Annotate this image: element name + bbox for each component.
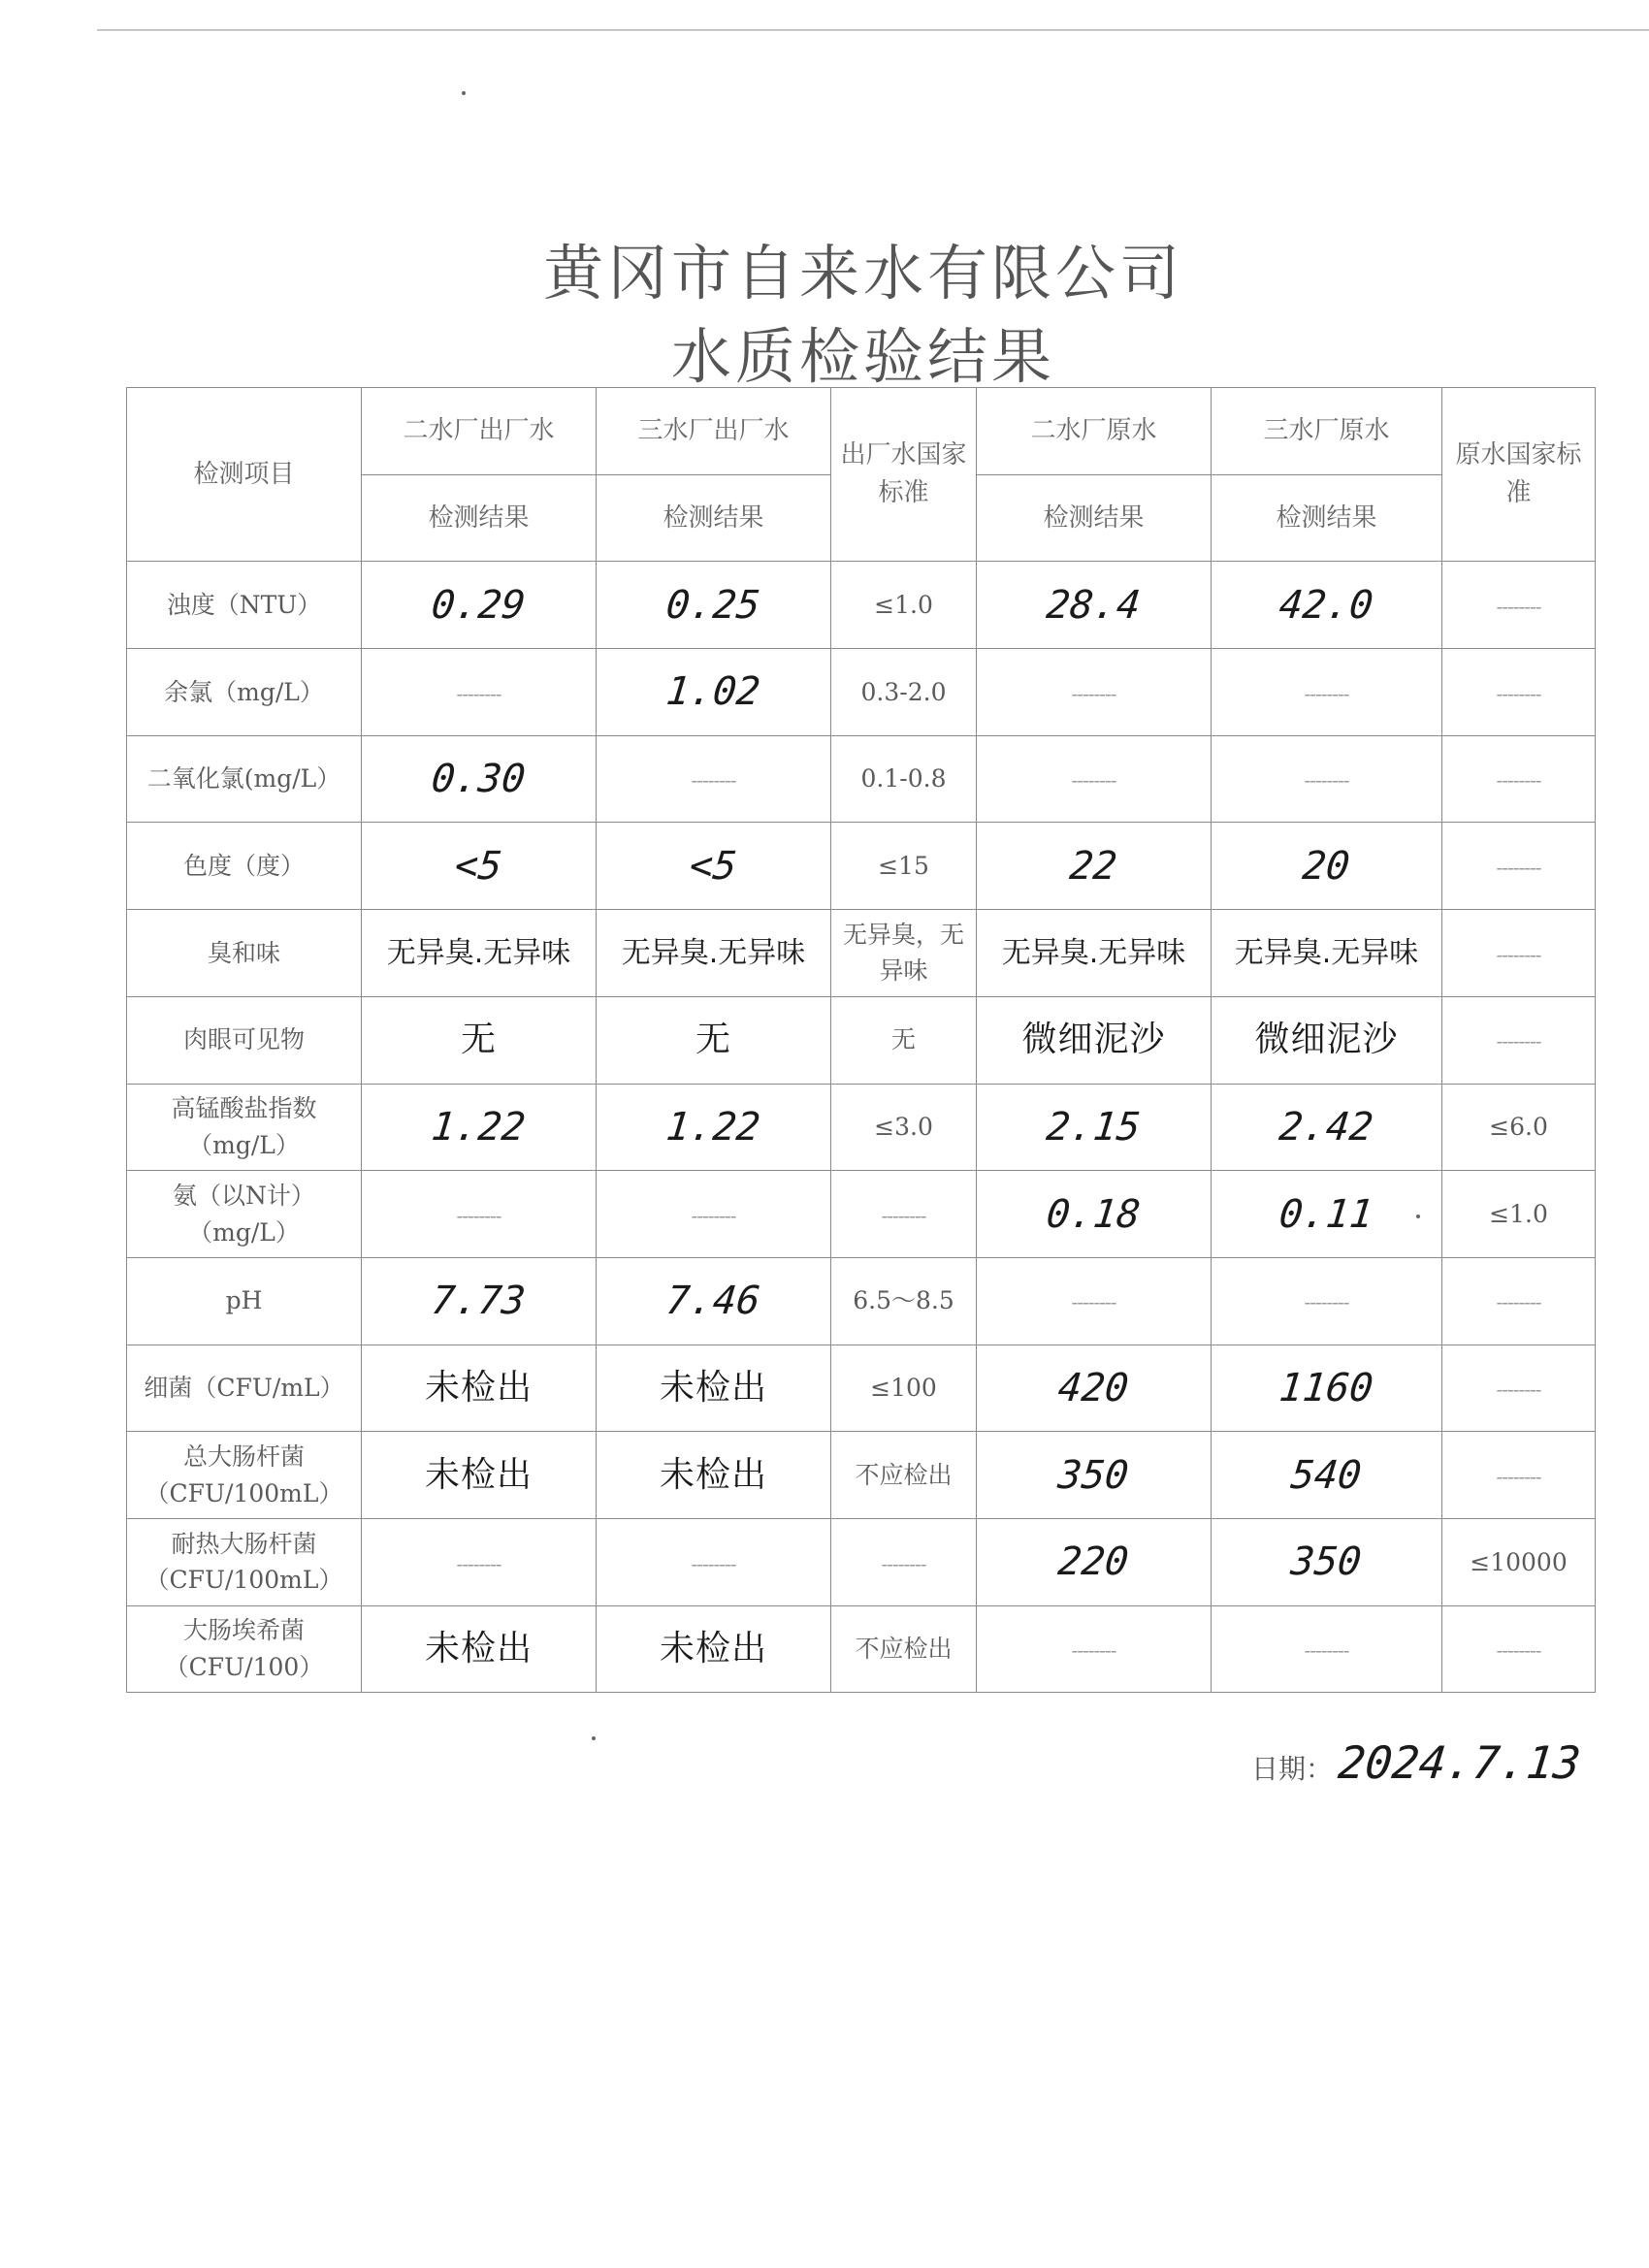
cell-plant2-raw-text: 微细泥沙 xyxy=(1021,1020,1166,1060)
cell-plant3-out-text: -------- xyxy=(691,768,736,793)
header-row-1 xyxy=(127,388,1596,475)
cell-out-standard xyxy=(831,1432,977,1519)
cell-raw-standard-text: -------- xyxy=(1496,942,1541,966)
cell-plant2-out xyxy=(362,1432,597,1519)
cell-out-standard-text: -------- xyxy=(881,1203,926,1227)
cell-plant3-out-text: -------- xyxy=(691,1551,736,1575)
cell-raw-standard xyxy=(1442,1171,1596,1258)
cell-plant3-raw-text: 540 xyxy=(1288,1452,1365,1498)
cell-plant2-out-text: 未检出 xyxy=(424,1628,533,1669)
cell-plant2-raw-text: 420 xyxy=(1055,1365,1132,1410)
cell-plant2-raw-text: -------- xyxy=(1071,768,1116,793)
cell-plant2-raw xyxy=(977,562,1212,649)
cell-item-text: 浊度（NTU） xyxy=(166,590,322,619)
cell-plant3-raw-text: -------- xyxy=(1304,1290,1349,1314)
cell-raw-standard-text: -------- xyxy=(1496,1377,1541,1402)
cell-plant3-out-text: 1.22 xyxy=(663,1104,763,1150)
cell-plant2-out xyxy=(362,1345,597,1432)
cell-raw-standard xyxy=(1442,649,1596,736)
cell-raw-standard xyxy=(1442,1518,1596,1605)
table-row xyxy=(127,1084,1596,1171)
cell-plant2-raw-text: 无异臭.无异味 xyxy=(1001,935,1186,970)
cell-plant3-out-text: 未检出 xyxy=(659,1367,767,1408)
cell-out-standard xyxy=(831,910,977,997)
cell-plant3-out-text: 无异臭.无异味 xyxy=(621,935,806,970)
cell-plant2-out-text: 未检出 xyxy=(424,1454,533,1495)
cell-plant3-raw xyxy=(1212,1605,1442,1693)
cell-plant3-out xyxy=(597,1518,831,1605)
cell-plant2-out xyxy=(362,1171,597,1258)
cell-plant2-raw xyxy=(977,823,1212,910)
cell-plant3-out xyxy=(597,1605,831,1693)
header-result-p2-out: 检测结果 xyxy=(362,474,597,562)
cell-item-text: 高锰酸盐指数（mg/L） xyxy=(171,1094,317,1159)
cell-raw-standard xyxy=(1442,996,1596,1084)
cell-plant2-raw xyxy=(977,735,1212,823)
cell-plant2-out-text: 未检出 xyxy=(424,1367,533,1408)
table-row xyxy=(127,1345,1596,1432)
table-body xyxy=(127,562,1596,1693)
cell-plant2-raw-text: 350 xyxy=(1055,1452,1132,1498)
cell-item-text: 余氯（mg/L） xyxy=(164,677,324,706)
cell-plant2-raw xyxy=(977,1518,1212,1605)
cell-raw-standard-text: -------- xyxy=(1496,681,1541,705)
cell-item-text: 二氧化氯(mg/L） xyxy=(146,764,341,794)
cell-item xyxy=(127,649,362,736)
table-row xyxy=(127,823,1596,910)
table-row xyxy=(127,562,1596,649)
cell-item xyxy=(127,1605,362,1693)
cell-plant2-raw xyxy=(977,996,1212,1084)
cell-raw-standard xyxy=(1442,735,1596,823)
cell-plant3-raw-text: 2.42 xyxy=(1277,1104,1376,1150)
cell-item xyxy=(127,1432,362,1519)
cell-plant2-out xyxy=(362,1605,597,1693)
cell-plant2-raw-text: -------- xyxy=(1071,681,1116,705)
cell-plant2-out-text: 7.73 xyxy=(429,1279,529,1324)
cell-item xyxy=(127,735,362,823)
cell-raw-standard xyxy=(1442,1345,1596,1432)
header-result-p2-raw: 检测结果 xyxy=(977,474,1212,562)
table-row xyxy=(127,1432,1596,1519)
cell-plant3-out-text: 1.02 xyxy=(663,669,763,715)
cell-plant3-out xyxy=(597,996,831,1084)
cell-item-text: 氨（以N计）（mg/L） xyxy=(173,1182,315,1247)
table-row xyxy=(127,1257,1596,1345)
cell-plant3-raw xyxy=(1212,735,1442,823)
header-plant2-raw: 二水厂原水 xyxy=(977,388,1212,475)
cell-plant3-out-text: -------- xyxy=(691,1203,736,1227)
cell-out-standard xyxy=(831,1605,977,1693)
cell-plant2-out xyxy=(362,1518,597,1605)
cell-plant3-raw-text: -------- xyxy=(1304,681,1349,705)
cell-plant3-raw-text: 无异臭.无异味 xyxy=(1234,935,1419,970)
header-out-standard: 出厂水国家标准 xyxy=(831,388,977,562)
cell-out-standard-text: 无异臭，无异味 xyxy=(842,920,964,986)
cell-plant2-raw-text: 22 xyxy=(1067,843,1119,889)
cell-item-text: 耐热大肠杆菌（CFU/100mL） xyxy=(145,1529,343,1595)
cell-plant3-raw xyxy=(1212,1084,1442,1171)
water-quality-table xyxy=(126,387,1596,1693)
cell-item-text: 色度（度） xyxy=(182,852,305,881)
cell-item-text: 肉眼可见物 xyxy=(182,1025,305,1054)
cell-plant3-raw xyxy=(1212,1171,1442,1258)
cell-plant3-out-text: 0.25 xyxy=(663,582,763,628)
cell-plant2-out xyxy=(362,1257,597,1345)
cell-plant2-raw-text: 0.18 xyxy=(1044,1191,1144,1237)
scan-speck xyxy=(462,91,466,95)
company-title: 黄冈市自来水有限公司 xyxy=(542,238,1183,308)
cell-item xyxy=(127,1518,362,1605)
top-rule xyxy=(97,29,1649,31)
cell-out-standard xyxy=(831,1345,977,1432)
cell-item xyxy=(127,1257,362,1345)
cell-out-standard-text: 不应检出 xyxy=(855,1635,953,1664)
cell-plant2-out-text: 无异臭.无异味 xyxy=(386,935,571,970)
cell-plant2-out xyxy=(362,823,597,910)
cell-plant3-out xyxy=(597,562,831,649)
cell-plant2-out xyxy=(362,649,597,736)
cell-item-text: 大肠埃希菌（CFU/100） xyxy=(164,1616,324,1681)
cell-plant3-raw-text: -------- xyxy=(1304,1638,1349,1663)
cell-plant3-raw-text: 0.11 xyxy=(1277,1191,1376,1237)
cell-plant3-raw xyxy=(1212,562,1442,649)
cell-plant2-raw xyxy=(977,1432,1212,1519)
cell-out-standard-text: 0.3-2.0 xyxy=(860,677,947,706)
cell-out-standard xyxy=(831,1084,977,1171)
cell-out-standard xyxy=(831,996,977,1084)
table-row xyxy=(127,649,1596,736)
cell-plant2-out xyxy=(362,910,597,997)
cell-plant2-out-text: -------- xyxy=(456,681,501,705)
cell-plant2-out xyxy=(362,996,597,1084)
cell-item xyxy=(127,1084,362,1171)
table-row xyxy=(127,1171,1596,1258)
cell-plant3-out-text: 未检出 xyxy=(659,1628,767,1669)
cell-raw-standard-text: -------- xyxy=(1496,856,1541,880)
cell-raw-standard-text: -------- xyxy=(1496,1464,1541,1488)
cell-plant2-out-text: -------- xyxy=(456,1203,501,1227)
cell-plant2-out-text: -------- xyxy=(456,1551,501,1575)
cell-out-standard-text: 无 xyxy=(890,1025,916,1054)
cell-plant3-out xyxy=(597,1345,831,1432)
cell-plant3-raw xyxy=(1212,996,1442,1084)
cell-plant2-out-text: <5 xyxy=(452,843,504,889)
cell-item xyxy=(127,562,362,649)
cell-out-standard-text: ≤1.0 xyxy=(874,590,933,619)
cell-plant2-out xyxy=(362,735,597,823)
cell-raw-standard xyxy=(1442,1432,1596,1519)
date-label: 日期： xyxy=(1251,1753,1334,1785)
cell-raw-standard-text: -------- xyxy=(1496,768,1541,793)
cell-raw-standard-text: -------- xyxy=(1496,1290,1541,1314)
cell-out-standard xyxy=(831,562,977,649)
cell-plant3-raw-text: -------- xyxy=(1304,768,1349,793)
header-result-p3-out: 检测结果 xyxy=(597,474,831,562)
date-value: 2024.7.13 xyxy=(1336,1736,1584,1789)
cell-raw-standard-text: ≤1.0 xyxy=(1489,1199,1548,1228)
header-plant3-raw: 三水厂原水 xyxy=(1212,388,1442,475)
cell-out-standard-text: -------- xyxy=(881,1551,926,1575)
cell-raw-standard xyxy=(1442,823,1596,910)
cell-raw-standard-text: -------- xyxy=(1496,594,1541,618)
cell-plant2-out xyxy=(362,1084,597,1171)
cell-raw-standard-text: ≤6.0 xyxy=(1489,1113,1548,1142)
table-row xyxy=(127,996,1596,1084)
header-plant2-out: 二水厂出厂水 xyxy=(362,388,597,475)
cell-out-standard xyxy=(831,1257,977,1345)
header-result-p3-raw: 检测结果 xyxy=(1212,474,1442,562)
cell-plant3-raw-text: 20 xyxy=(1300,843,1352,889)
cell-plant3-raw xyxy=(1212,910,1442,997)
cell-plant2-out-text: 0.29 xyxy=(429,582,529,628)
report-title: 水质检验结果 xyxy=(670,321,1055,392)
cell-plant2-raw xyxy=(977,1345,1212,1432)
cell-plant2-raw xyxy=(977,1257,1212,1345)
scan-speck xyxy=(592,1736,596,1740)
header-raw-standard: 原水国家标准 xyxy=(1442,388,1596,562)
cell-item xyxy=(127,823,362,910)
cell-plant2-raw-text: -------- xyxy=(1071,1638,1116,1663)
cell-plant3-out-text: <5 xyxy=(687,843,739,889)
cell-item-text: pH xyxy=(225,1286,263,1315)
cell-plant3-out xyxy=(597,1432,831,1519)
cell-plant2-raw-text: -------- xyxy=(1071,1290,1116,1314)
cell-plant3-out-text: 未检出 xyxy=(659,1454,767,1495)
cell-plant2-raw xyxy=(977,910,1212,997)
cell-plant3-raw xyxy=(1212,1257,1442,1345)
cell-plant3-out xyxy=(597,1084,831,1171)
table-row xyxy=(127,735,1596,823)
cell-raw-standard xyxy=(1442,1084,1596,1171)
cell-plant2-out-text: 0.30 xyxy=(429,757,529,802)
cell-plant3-raw-text: 1160 xyxy=(1277,1365,1376,1410)
cell-out-standard-text: 6.5～8.5 xyxy=(853,1286,954,1315)
cell-plant3-out xyxy=(597,823,831,910)
cell-plant2-out xyxy=(362,562,597,649)
cell-item-text: 臭和味 xyxy=(207,938,280,967)
cell-raw-standard xyxy=(1442,1605,1596,1693)
cell-out-standard xyxy=(831,1518,977,1605)
date-block xyxy=(1251,1736,1584,1789)
cell-raw-standard-text: -------- xyxy=(1496,1638,1541,1663)
cell-raw-standard-text: -------- xyxy=(1496,1029,1541,1053)
cell-plant3-raw xyxy=(1212,823,1442,910)
cell-plant3-out xyxy=(597,1257,831,1345)
cell-item xyxy=(127,996,362,1084)
cell-plant2-raw xyxy=(977,1171,1212,1258)
cell-plant3-out xyxy=(597,1171,831,1258)
table-row xyxy=(127,1518,1596,1605)
cell-plant3-out xyxy=(597,735,831,823)
table-row xyxy=(127,1605,1596,1693)
cell-out-standard-text: 不应检出 xyxy=(855,1460,953,1489)
cell-plant2-raw-text: 220 xyxy=(1055,1539,1132,1585)
cell-out-standard-text: ≤15 xyxy=(878,852,929,881)
cell-plant3-out-text: 7.46 xyxy=(663,1279,763,1324)
table-row xyxy=(127,910,1596,997)
cell-plant2-raw-text: 2.15 xyxy=(1044,1104,1144,1150)
cell-out-standard-text: ≤3.0 xyxy=(874,1113,933,1142)
cell-plant2-raw xyxy=(977,649,1212,736)
cell-plant3-raw xyxy=(1212,1518,1442,1605)
cell-plant2-raw-text: 28.4 xyxy=(1044,582,1144,628)
cell-out-standard xyxy=(831,823,977,910)
cell-item xyxy=(127,1345,362,1432)
cell-plant3-out-text: 无 xyxy=(695,1020,731,1060)
cell-item-text: 总大肠杆菌（CFU/100mL） xyxy=(145,1442,343,1507)
cell-plant2-out-text: 1.22 xyxy=(429,1104,529,1150)
cell-plant3-raw-text: 微细泥沙 xyxy=(1254,1020,1399,1060)
cell-raw-standard xyxy=(1442,910,1596,997)
cell-out-standard-text: ≤100 xyxy=(870,1374,937,1403)
cell-out-standard-text: 0.1-0.8 xyxy=(860,764,947,794)
cell-item-text: 细菌（CFU/mL） xyxy=(144,1374,344,1403)
cell-raw-standard xyxy=(1442,1257,1596,1345)
cell-plant3-raw-text: 42.0 xyxy=(1277,582,1376,628)
cell-plant3-raw xyxy=(1212,649,1442,736)
cell-plant3-raw-text: 350 xyxy=(1288,1539,1365,1585)
cell-out-standard xyxy=(831,649,977,736)
cell-item xyxy=(127,1171,362,1258)
cell-raw-standard xyxy=(1442,562,1596,649)
cell-plant2-raw xyxy=(977,1084,1212,1171)
cell-plant2-out-text: 无 xyxy=(460,1020,497,1060)
cell-plant3-out xyxy=(597,910,831,997)
cell-plant3-raw xyxy=(1212,1432,1442,1519)
cell-raw-standard-text: ≤10000 xyxy=(1470,1547,1568,1576)
cell-item xyxy=(127,910,362,997)
header-plant3-out: 三水厂出厂水 xyxy=(597,388,831,475)
cell-plant3-raw xyxy=(1212,1345,1442,1432)
header-item: 检测项目 xyxy=(127,388,362,562)
cell-out-standard xyxy=(831,1171,977,1258)
cell-out-standard xyxy=(831,735,977,823)
cell-plant2-raw xyxy=(977,1605,1212,1693)
cell-plant3-out xyxy=(597,649,831,736)
